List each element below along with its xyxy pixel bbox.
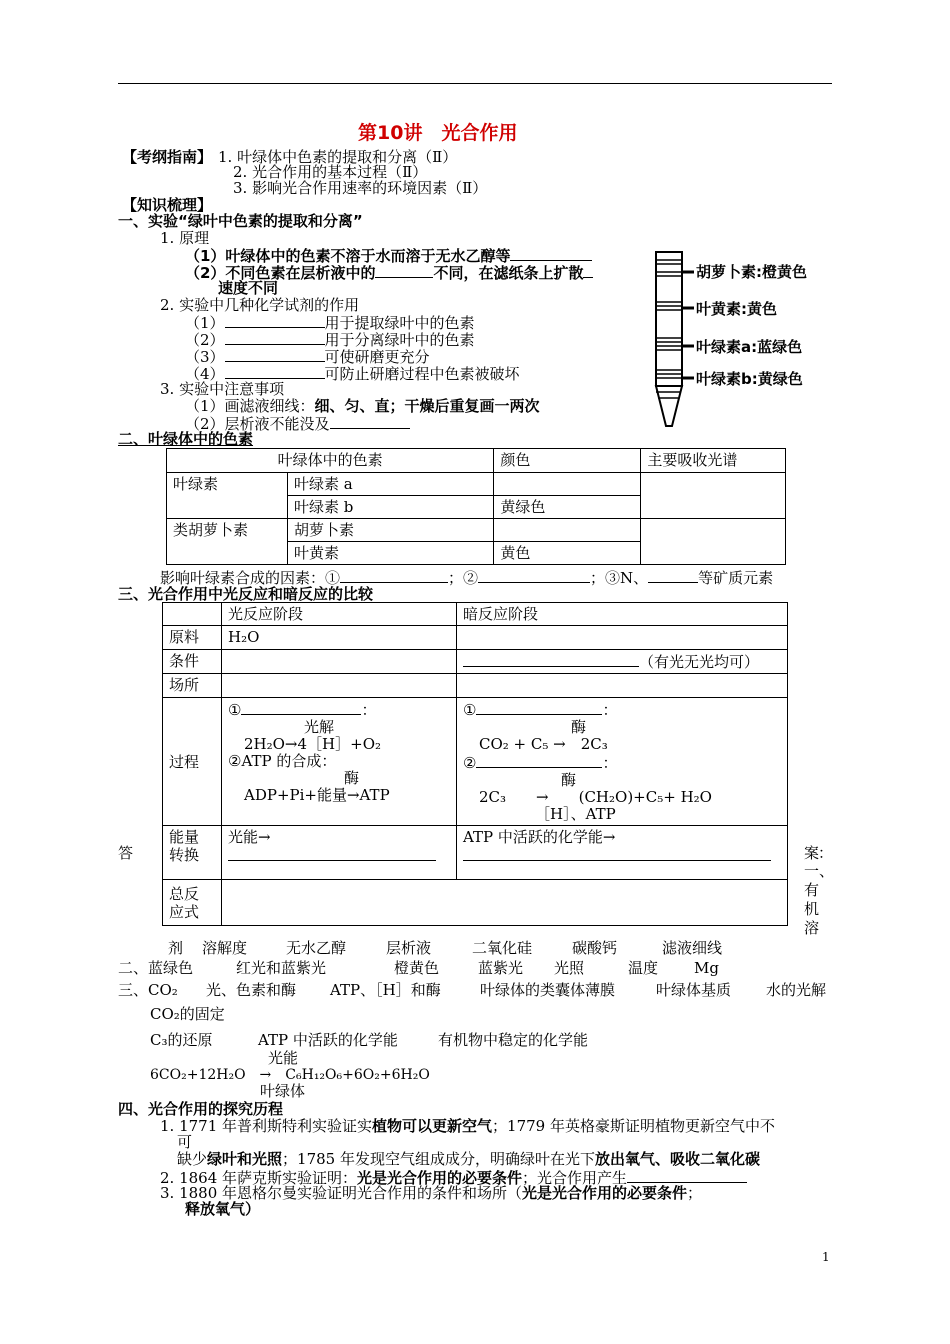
answer-item: 光、色素和酶 — [206, 981, 297, 999]
photosynthesis-equation: 6CO₂+12H₂O → C₆H₁₂O₆+6O₂+6H₂O — [150, 1067, 430, 1083]
pigment-table — [166, 448, 786, 565]
answer-item: 温度 — [628, 959, 659, 977]
answers-side-char: 有 — [804, 881, 820, 899]
table-cell: （有光无光均可） — [457, 650, 788, 674]
table-cell: 光能→ — [222, 826, 457, 880]
reaction-table — [162, 602, 788, 926]
s1-line: （2）不同色素在层析液中的 不同，在滤纸条上扩散 — [185, 263, 593, 282]
table-cell — [457, 626, 788, 650]
page-number: 1 — [822, 1250, 830, 1264]
answers-side-char: 一、 — [804, 862, 835, 880]
table-cell: ATP 中活跃的化学能→ — [457, 826, 788, 880]
answer-item: 二氧化硅 — [472, 939, 533, 957]
answers-side-char: 答 — [118, 844, 134, 862]
header-rule — [118, 83, 832, 84]
answer-item: 二、蓝绿色 — [118, 959, 194, 977]
table-cell: 黄绿色 — [494, 496, 641, 519]
s1-line: （1）画滤液细线：细、匀、直；干燥后重复画一两次 — [185, 397, 540, 415]
table-cell: 类胡萝卜素 — [167, 519, 288, 565]
answer-item: 橙黄色 — [394, 959, 440, 977]
answer-item: 光照 — [554, 959, 585, 977]
table-cell — [641, 473, 786, 519]
answer-item: 有机物中稳定的化学能 — [438, 1031, 589, 1049]
history-item: 缺少绿叶和光照；1785 年发现空气组成成分，明确绿叶在光下放出氧气、吸收二氧化碳 — [177, 1150, 760, 1168]
answer-item: 三、CO₂ — [118, 981, 178, 999]
answer-item: Mg — [694, 959, 719, 977]
s1-line: 速度不同 — [218, 279, 279, 297]
equation-condition: 光能 — [268, 1049, 299, 1067]
dark-process-cell: ① ： 酶 CO₂ + C₅ → 2C₃ ② ： 酶 2C₃ → (CH₂O)+C₅+ H₂O ［H］、ATP — [457, 698, 788, 826]
s1-point: 3. 实验中注意事项 — [160, 380, 285, 398]
answer-item: CO₂的固定 — [150, 1005, 225, 1023]
table-row-label: 原料 — [163, 626, 222, 650]
s1-line: （2） 用于分离绿叶中的色素 — [185, 331, 475, 349]
table-cell: 叶绿素 b — [288, 496, 494, 519]
answers-side-char: 溶 — [804, 919, 820, 937]
answer-item: 蓝紫光 — [478, 959, 524, 977]
answer-item: 无水乙醇 — [286, 939, 347, 957]
table-row-label: 过程 — [163, 698, 222, 826]
answer-item: 溶解度 — [202, 939, 248, 957]
answer-item: 水的光解 — [766, 981, 827, 999]
s1-line: （1） 用于提取绿叶中的色素 — [185, 314, 475, 332]
guide-label: 【考纲指南】 — [122, 148, 213, 166]
strip-label: 叶绿素a:蓝绿色 — [696, 338, 803, 356]
table-cell — [641, 519, 786, 565]
guide-item: 2. 光合作用的基本过程（Ⅱ） — [233, 163, 428, 181]
s1-line: （3） 可使研磨更充分 — [185, 348, 430, 366]
table-cell: H₂O — [222, 626, 457, 650]
table-row-label: 总反 应式 — [163, 880, 222, 926]
table-cell: 叶黄素 — [288, 542, 494, 565]
table-cell: 黄色 — [494, 542, 641, 565]
table-header: 叶绿体中的色素 — [167, 449, 494, 473]
history-item: 3. 1880 年恩格尔曼实验证明光合作用的条件和场所（光是光合作用的必要条件； — [160, 1184, 703, 1202]
equation-site: 叶绿体 — [260, 1082, 306, 1100]
table-row-label: 能量 转换 — [163, 826, 222, 880]
table-cell: 叶绿素 — [167, 473, 288, 519]
s1-point: 2. 实验中几种化学试剂的作用 — [160, 296, 360, 314]
answer-item: ATP 中活跃的化学能 — [258, 1031, 398, 1049]
table-row-label: 场所 — [163, 674, 222, 698]
chlorophyll-factors: 影响叶绿素合成的因素：① ；② ；③N、 等矿质元素 — [160, 569, 774, 587]
answers-side-char: 机 — [804, 900, 820, 918]
table-header: 暗反应阶段 — [457, 603, 788, 626]
s1-line: （1）叶绿体中的色素不溶于水而溶于无水乙醇等 — [185, 246, 592, 265]
table-cell — [163, 603, 222, 626]
section3-heading: 三、光合作用中光反应和暗反应的比较 — [118, 585, 374, 603]
strip-label: 叶绿素b:黄绿色 — [696, 370, 803, 388]
knowledge-label: 【知识梳理】 — [122, 196, 213, 214]
answer-item: 叶绿体的类囊体薄膜 — [480, 981, 616, 999]
strip-label: 胡萝卜素:橙黄色 — [696, 263, 807, 281]
history-item: 2. 1864 年萨克斯实验证明：光是光合作用的必要条件；光合作用产生 — [160, 1168, 747, 1187]
strip-label: 叶黄素:黄色 — [696, 300, 777, 318]
answer-item: 叶绿体基质 — [656, 981, 732, 999]
history-item-wrap: 可 — [177, 1133, 193, 1151]
answer-item: 滤液细线 — [662, 939, 723, 957]
answers-side-char: ： — [818, 844, 834, 862]
history-item: 1. 1771 年普利斯特利实验证实植物可以更新空气；1779 年英格豪斯证明植物更新空气中不 — [160, 1117, 775, 1135]
section2-heading: 二、叶绿体中的色素 — [118, 430, 254, 448]
section1-heading: 一、实验“绿叶中色素的提取和分离” — [118, 212, 363, 230]
answer-item: ATP、［H］和酶 — [330, 981, 441, 999]
history-item: 释放氧气） — [185, 1200, 261, 1218]
table-cell — [494, 473, 641, 496]
light-process-cell: ① ： 光解 2H₂O→4［H］+O₂ ②ATP 的合成： 酶 ADP+Pi+能量→ATP — [222, 698, 457, 826]
table-header: 主要吸收光谱 — [641, 449, 786, 473]
guide-item: 1. 叶绿体中色素的提取和分离（Ⅱ） — [218, 148, 458, 166]
s1-point: 1. 原理 — [160, 229, 210, 247]
table-cell: 叶绿素 a — [288, 473, 494, 496]
table-cell — [457, 674, 788, 698]
answer-item: 红光和蓝紫光 — [236, 959, 327, 977]
guide-item: 3. 影响光合作用速率的环境因素（Ⅱ） — [233, 179, 488, 197]
table-cell — [222, 650, 457, 674]
table-cell: 胡萝卜素 — [288, 519, 494, 542]
table-row-label: 条件 — [163, 650, 222, 674]
answer-item: 碳酸钙 — [572, 939, 618, 957]
table-cell — [222, 880, 788, 926]
s1-line: （2）层析液不能没及 — [185, 414, 410, 433]
table-header: 颜色 — [494, 449, 641, 473]
table-cell — [222, 674, 457, 698]
answer-item: 剂 — [168, 939, 184, 957]
table-cell — [494, 519, 641, 542]
answer-item: 层析液 — [386, 939, 432, 957]
answers-side-char: 案 — [804, 844, 820, 862]
table-header: 光反应阶段 — [222, 603, 457, 626]
s1-line: （4） 可防止研磨过程中色素被破坏 — [185, 365, 520, 383]
section4-heading: 四、光合作用的探究历程 — [118, 1100, 284, 1118]
page-title: 第10讲 光合作用 — [358, 122, 518, 144]
answer-item: C₃的还原 — [150, 1031, 213, 1049]
